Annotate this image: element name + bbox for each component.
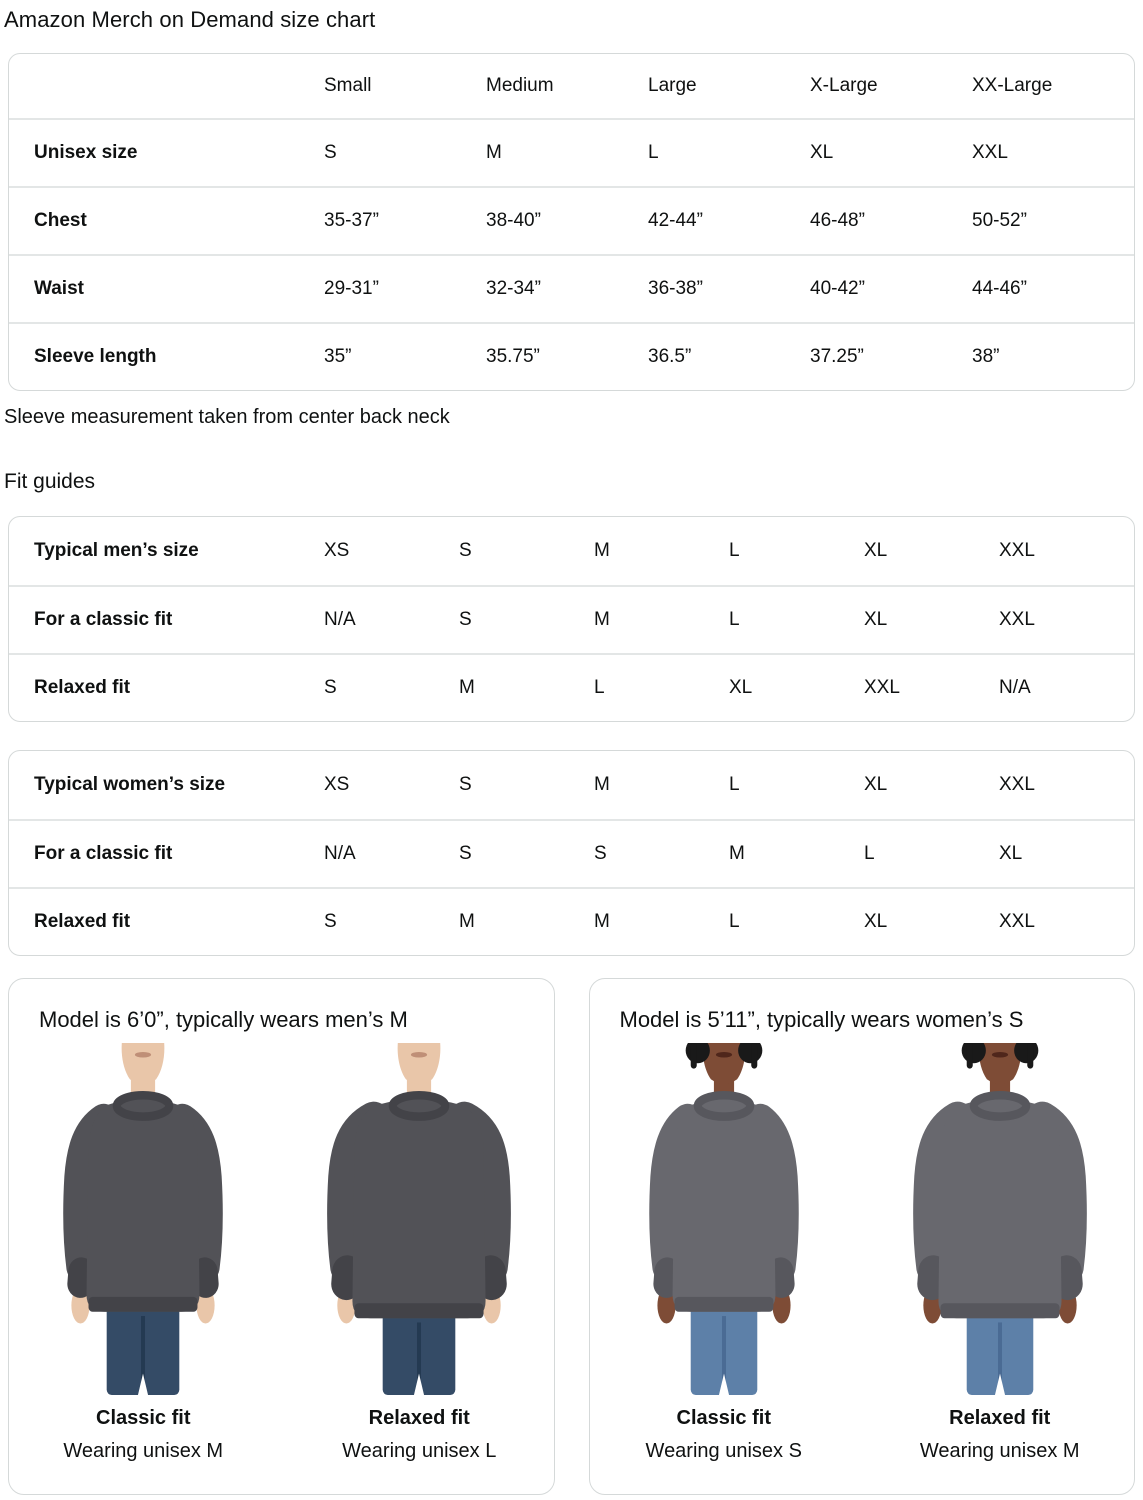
cell-value: S [324, 141, 337, 163]
cell-value: XXL [864, 676, 900, 698]
cell-value: N/A [324, 608, 356, 630]
row-label: Unisex size [34, 141, 138, 163]
cell-value: XXL [999, 773, 1035, 795]
cell-value: S [459, 608, 472, 630]
cell-value: 36.5” [648, 345, 692, 367]
cell-value: XXL [999, 910, 1035, 932]
cell-value: L [729, 910, 740, 932]
womens-model-card [589, 978, 1136, 1495]
fit-type-label: Classic fit [676, 1407, 771, 1429]
table-row [9, 653, 1134, 721]
model-card-title: Model is 5’11”, typically wears women’s S [619, 1007, 1024, 1032]
model-photos-row [9, 1043, 554, 1463]
sleeve-measurement-note: Sleeve measurement taken from center back neck [4, 406, 450, 428]
table-row [9, 322, 1134, 390]
cell-value: XS [324, 773, 350, 795]
cell-value: 40-42” [810, 277, 865, 299]
cell-value: 29-31” [324, 277, 379, 299]
table-header-row [9, 54, 1134, 118]
cell-value: 42-44” [648, 209, 703, 231]
table-row [9, 887, 1134, 955]
table-row [9, 186, 1134, 254]
row-label: Typical men’s size [34, 539, 199, 561]
womens-fit-table [8, 750, 1135, 956]
column-header: Medium [486, 74, 554, 96]
cell-value: XL [864, 910, 888, 932]
model-figure-block [303, 1043, 535, 1463]
wearing-size-label: Wearing unisex S [645, 1440, 802, 1462]
column-header: XX-Large [972, 74, 1053, 96]
model-photos-row [590, 1043, 1135, 1463]
cell-value: XXL [972, 141, 1008, 163]
cell-value: 37.25” [810, 345, 864, 367]
row-label: Waist [34, 277, 84, 299]
cell-value: M [594, 608, 610, 630]
cell-value: 35-37” [324, 209, 379, 231]
wearing-size-label: Wearing unisex L [342, 1440, 497, 1462]
cell-value: M [729, 842, 745, 864]
size-chart-table [8, 53, 1135, 391]
cell-value: S [324, 910, 337, 932]
cell-value: XS [324, 539, 350, 561]
cell-value: 35” [324, 345, 352, 367]
mens-model-card [8, 978, 555, 1495]
cell-value: M [594, 910, 610, 932]
cell-value: M [459, 910, 475, 932]
table-row [9, 819, 1134, 887]
cell-value: S [594, 842, 607, 864]
cell-value: L [864, 842, 875, 864]
model-cards [8, 978, 1135, 1495]
cell-value: S [324, 676, 337, 698]
cell-value: 32-34” [486, 277, 541, 299]
column-header: X-Large [810, 74, 878, 96]
row-label: Relaxed fit [34, 676, 131, 698]
model-photo-female-classic [608, 1043, 840, 1395]
cell-value: L [729, 773, 740, 795]
cell-value: M [459, 676, 475, 698]
table-row [9, 517, 1134, 585]
model-figure-block [608, 1043, 840, 1463]
cell-value: 35.75” [486, 345, 540, 367]
model-photo-male-relaxed [303, 1043, 535, 1395]
model-photo-female-relaxed [884, 1043, 1116, 1395]
cell-value: 50-52” [972, 209, 1027, 231]
cell-value: S [459, 539, 472, 561]
cell-value: 46-48” [810, 209, 865, 231]
cell-value: N/A [999, 676, 1031, 698]
cell-value: XL [864, 608, 888, 630]
cell-value: XXL [999, 608, 1035, 630]
cell-value: 36-38” [648, 277, 703, 299]
mens-fit-table [8, 516, 1135, 722]
wearing-size-label: Wearing unisex M [919, 1440, 1080, 1462]
cell-value: L [729, 608, 740, 630]
table-row [9, 254, 1134, 322]
cell-value: M [486, 141, 502, 163]
cell-value: L [594, 676, 605, 698]
cell-value: 38-40” [486, 209, 541, 231]
cell-value: XL [864, 773, 888, 795]
table-row [9, 751, 1134, 819]
cell-value: XL [729, 676, 753, 698]
cell-value: S [459, 773, 472, 795]
cell-value: M [594, 773, 610, 795]
cell-value: S [459, 842, 472, 864]
cell-value: XL [810, 141, 834, 163]
model-figure-block [884, 1043, 1116, 1463]
row-label: Relaxed fit [34, 910, 131, 932]
cell-value: N/A [324, 842, 356, 864]
cell-value: L [729, 539, 740, 561]
table-row [9, 585, 1134, 653]
cell-value: L [648, 141, 659, 163]
fit-guides-heading: Fit guides [4, 470, 96, 493]
cell-value: XL [864, 539, 888, 561]
row-label: Chest [34, 209, 87, 231]
column-header: Small [324, 74, 372, 96]
model-card-title: Model is 6’0”, typically wears men’s M [39, 1007, 408, 1032]
row-label: Sleeve length [34, 345, 157, 367]
cell-value: 38” [972, 345, 1000, 367]
cell-value: XXL [999, 539, 1035, 561]
wearing-size-label: Wearing unisex M [63, 1440, 224, 1462]
fit-type-label: Relaxed fit [949, 1407, 1051, 1429]
page-title: Amazon Merch on Demand size chart [4, 7, 376, 32]
column-header: Large [648, 74, 697, 96]
cell-value: M [594, 539, 610, 561]
fit-type-label: Classic fit [96, 1407, 191, 1429]
cell-value: 44-46” [972, 277, 1027, 299]
row-label: For a classic fit [34, 608, 173, 630]
table-row [9, 118, 1134, 186]
row-label: For a classic fit [34, 842, 173, 864]
fit-type-label: Relaxed fit [368, 1407, 470, 1429]
model-photo-male-classic [27, 1043, 259, 1395]
row-label: Typical women’s size [34, 773, 226, 795]
model-figure-block [27, 1043, 259, 1463]
cell-value: XL [999, 842, 1023, 864]
